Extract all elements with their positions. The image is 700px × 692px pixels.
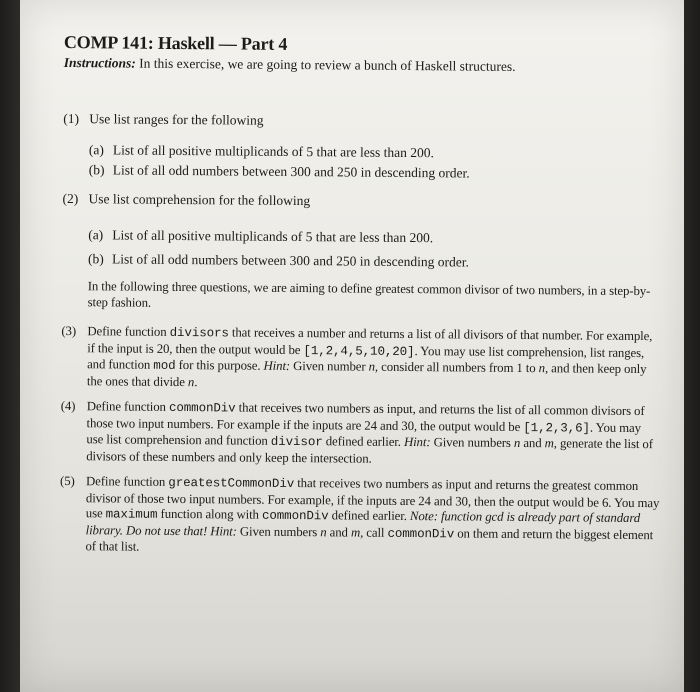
q4-text: Given numbers xyxy=(430,435,515,450)
q5-text: that receives two numbers as input and returns the greatest common divisor of those two input numbers. For example, if the inputs are 24 and 30, then the output would be 6. You may use xyxy=(85,476,660,521)
sub-label: (b) xyxy=(87,250,104,266)
sub-question xyxy=(88,227,662,249)
question-text: Use list ranges for the following xyxy=(89,111,264,128)
q5-text: function along with xyxy=(157,506,263,522)
var-n: n xyxy=(513,435,521,450)
sub-label: (a) xyxy=(88,141,105,157)
sub-question xyxy=(89,162,663,184)
instructions xyxy=(64,55,664,76)
code-greatestcommondiv: greatestCommonDiv xyxy=(168,475,295,492)
q5-text: Given numbers xyxy=(236,524,321,539)
sub-text: List of all odd numbers between 300 and 250 in descending order. xyxy=(111,250,469,270)
q5-text: and xyxy=(326,524,352,540)
intro-paragraph: In the following three questions, we are aiming to define greatest common divisor of two numbers, in a step-by-step fashion. xyxy=(87,279,651,310)
sub-label: (b) xyxy=(88,162,105,178)
sub-text: List of all positive multiplicands of 5 that are less than 200. xyxy=(112,141,434,160)
sub-question xyxy=(89,142,663,164)
question-text: Use list comprehension for the following xyxy=(88,190,311,208)
hint-label: Hint: xyxy=(263,358,291,373)
question-number: (1) xyxy=(63,110,80,127)
question-1 xyxy=(63,111,664,184)
instructions-text: In this exercise, we are going to review a bunch of Haskell structures. xyxy=(135,55,516,74)
q4-text: Define function xyxy=(86,399,170,414)
code-maximum: maximum xyxy=(105,507,158,522)
q5-text: Define function xyxy=(86,474,169,489)
var-n: n xyxy=(368,359,376,374)
q3-text: . You may use list comprehension, list ranges, and function xyxy=(87,343,645,372)
q3-text: Define function xyxy=(87,324,170,339)
question-3 xyxy=(61,324,662,394)
code-example-list: [1,2,3,6] xyxy=(523,420,590,436)
hint-label: Hint: xyxy=(207,523,237,539)
hint-label: Hint: xyxy=(403,434,431,450)
q4-text: and xyxy=(520,435,545,451)
document-content xyxy=(59,32,664,566)
q3-text: that receives a number and returns a list of all divisors of that number. For example, if the input is 20, then the output would be xyxy=(87,325,653,357)
question-4 xyxy=(60,399,661,469)
q4-text: defined earlier. xyxy=(322,434,405,449)
var-m: m xyxy=(350,525,361,540)
var-n: n xyxy=(187,374,195,389)
question-number: (4) xyxy=(60,398,76,414)
page-title: COMP 141: Haskell — Part 4 xyxy=(63,32,288,54)
sub-label: (a) xyxy=(88,227,104,243)
q5-text: defined earlier. xyxy=(328,508,411,524)
code-example-list: [1,2,4,5,10,20] xyxy=(303,343,415,359)
question-number: (2) xyxy=(62,190,79,206)
question-number: (5) xyxy=(60,473,75,489)
var-n: n xyxy=(538,361,546,376)
var-n: n xyxy=(320,524,327,539)
instructions-label: Instructions: xyxy=(63,54,136,71)
sub-text: List of all odd numbers between 300 and 250 in descending order. xyxy=(112,162,470,181)
question-2 xyxy=(62,190,663,272)
note-text: Note: function gcd is already part of standard library. Do not use that! xyxy=(85,509,641,538)
code-divisor: divisor xyxy=(270,434,323,450)
q3-text: . xyxy=(194,374,198,389)
question-list xyxy=(59,111,663,560)
q3-text: , and then keep only the ones that divide xyxy=(86,361,647,389)
code-mod: mod xyxy=(153,358,176,373)
code-commondiv: commonDiv xyxy=(168,400,236,416)
code-commondiv: commonDiv xyxy=(387,526,455,541)
q5-text: , call xyxy=(360,525,388,540)
question-number: (3) xyxy=(61,323,77,339)
paper-sheet xyxy=(20,0,684,692)
q5-text: on them and return the biggest element of that list. xyxy=(85,525,654,554)
question-5 xyxy=(59,474,660,560)
q3-text: Given number xyxy=(290,358,369,374)
q4-text: that receives two numbers as input, and returns the list of all common divisors of those two input numbers. For example if the inputs are 24 and 30, the output would be xyxy=(86,400,645,434)
code-commondiv: commonDiv xyxy=(261,508,329,524)
var-m: m xyxy=(544,436,554,451)
q4-text: , generate the list of divisors of these numbers and only keep the intersection. xyxy=(86,436,653,466)
sub-question xyxy=(88,251,662,273)
sub-text: List of all positive multiplicands of 5 that are less than 200. xyxy=(112,227,434,246)
code-divisors: divisors xyxy=(169,325,229,341)
q4-text: . You may use list comprehension and function xyxy=(86,420,642,448)
q3-text: , consider all numbers from 1 to xyxy=(374,359,539,376)
q3-text: for this purpose. xyxy=(175,357,264,373)
